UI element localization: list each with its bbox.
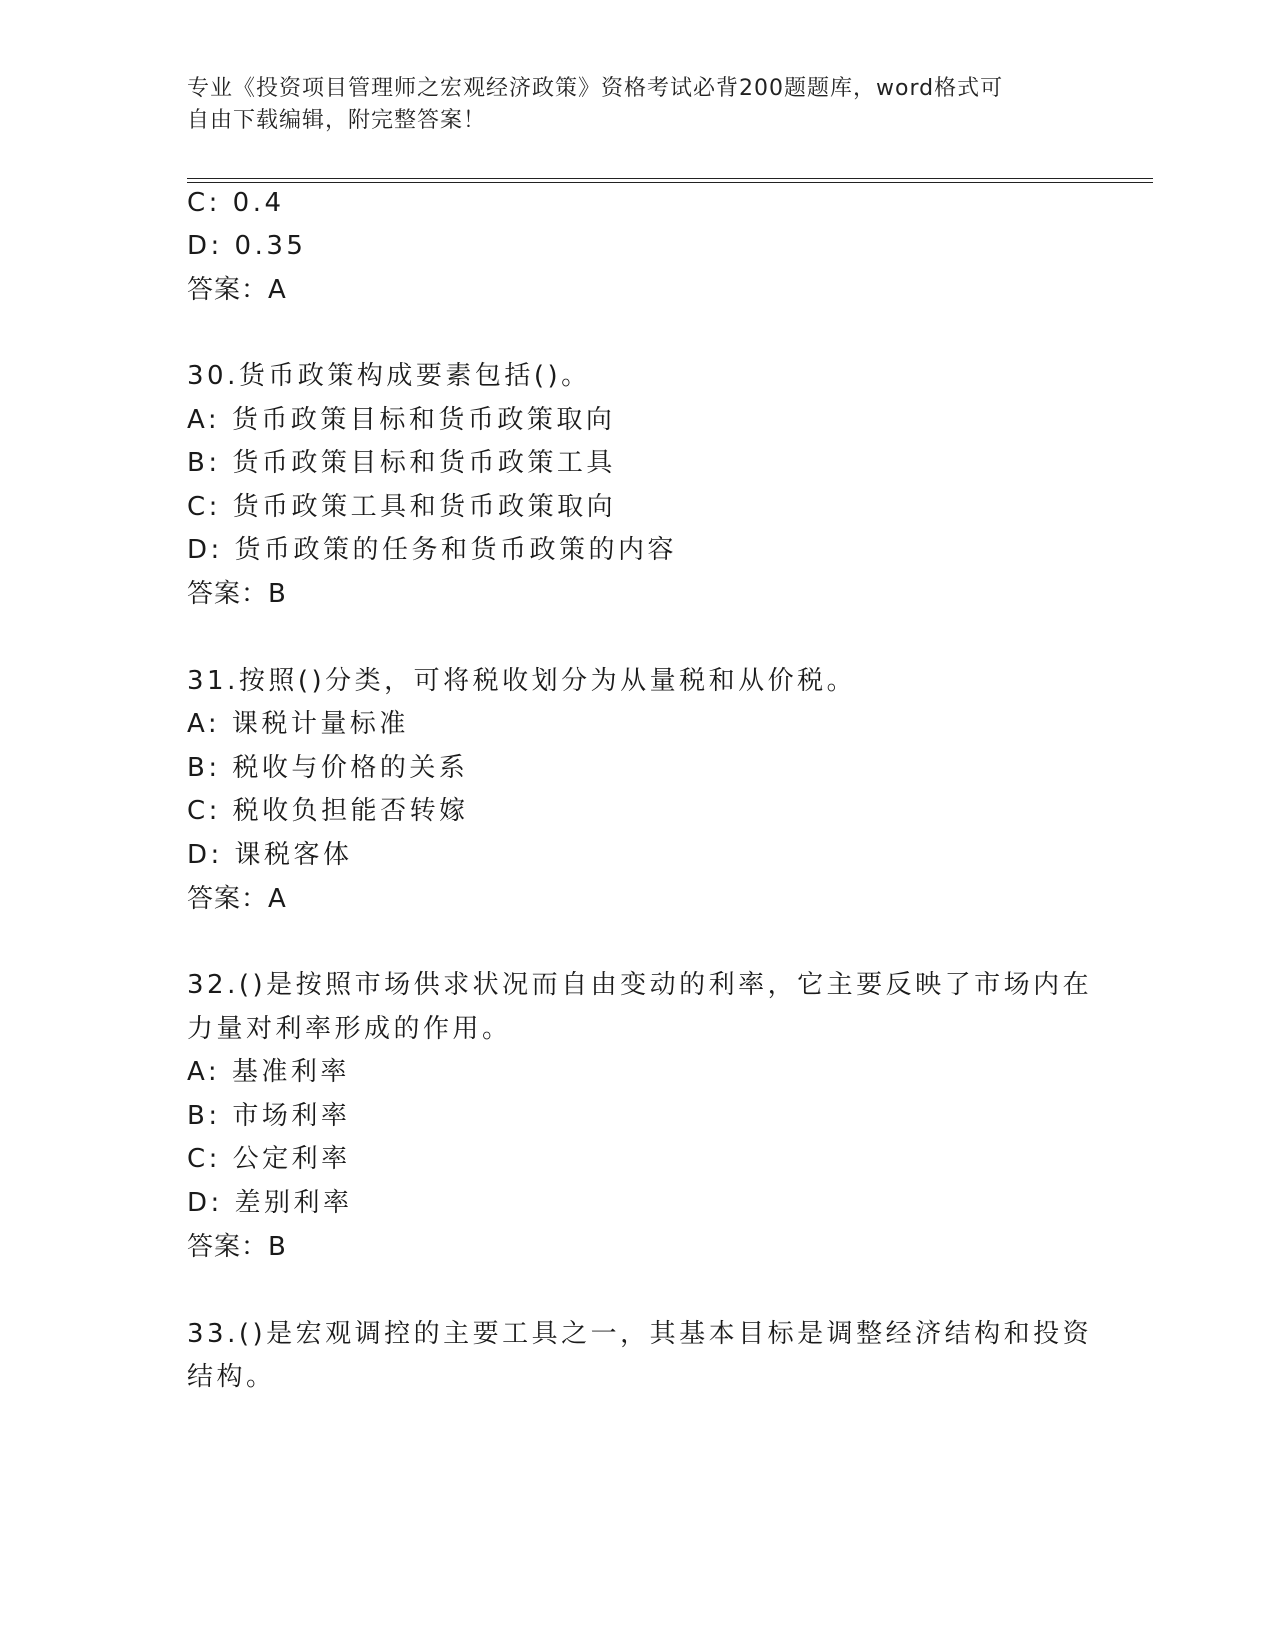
header-divider-top [187,178,1153,179]
q32-option-c: C: 公定利率 [187,1144,351,1174]
document-header [187,73,1067,137]
header-line-2: 自由下载编辑，附完整答案！ [187,108,487,133]
q32-stem-line-1: 32.()是按照市场供求状况而自由变动的利率，它主要反映了市场内在 [187,970,1093,1000]
q31-answer: 答案：A [187,884,287,914]
q30-option-b: B: 货币政策目标和货币政策工具 [187,448,616,478]
header-divider-bottom [187,182,1153,183]
q32-answer: 答案：B [187,1232,287,1262]
q32-option-b: B: 市场利率 [187,1101,351,1131]
q30-option-a: A: 货币政策目标和货币政策取向 [187,405,616,435]
q32-option-a: A: 基准利率 [187,1057,350,1087]
q31-stem: 31.按照()分类，可将税收划分为从量税和从价税。 [187,666,857,696]
q33-stem-line-1: 33.()是宏观调控的主要工具之一，其基本目标是调整经济结构和投资 [187,1319,1093,1349]
q31-option-d: D: 课税客体 [187,840,353,870]
q31-option-a: A: 课税计量标准 [187,709,409,739]
q31-option-b: B: 税收与价格的关系 [187,753,469,783]
q31-option-c: C: 税收负担能否转嫁 [187,796,469,826]
q32-stem-line-2: 力量对利率形成的作用。 [187,1014,512,1044]
q30-stem: 30.货币政策构成要素包括()。 [187,361,591,391]
prev-option-d: D: 0.35 [187,231,307,261]
q33-stem-line-2: 结构。 [187,1362,276,1392]
q30-option-d: D: 货币政策的任务和货币政策的内容 [187,535,678,565]
prev-option-c: C: 0.4 [187,188,285,218]
q32-option-d: D: 差别利率 [187,1188,353,1218]
q30-option-c: C: 货币政策工具和货币政策取向 [187,492,617,522]
header-line-1: 专业《投资项目管理师之宏观经济政策》资格考试必背200题题库，word格式可 [187,76,1004,101]
q30-answer: 答案：B [187,579,287,609]
prev-answer: 答案：A [187,275,287,305]
